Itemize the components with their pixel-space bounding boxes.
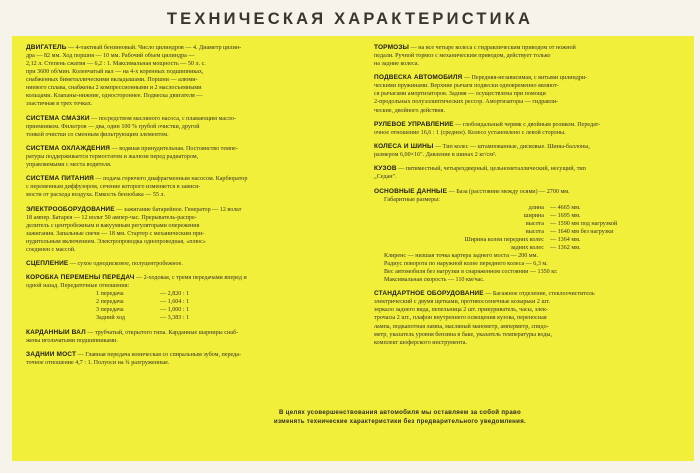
dimension-value: — 1364 мм. xyxy=(550,236,581,243)
dimension-label: Ширина колеи передних колес xyxy=(464,236,544,243)
section-rear-axle xyxy=(26,351,352,367)
section-text: — трубчатый, открытого типа. Карданные шарниры снаб- xyxy=(85,329,239,336)
dimension-label: высота xyxy=(525,220,544,227)
section-text: — 4-тактный бензиновый. Число цилиндров — 4. Диаметр цилин- xyxy=(66,45,242,51)
section-text: на задние колеса. xyxy=(374,61,419,68)
dimension-row xyxy=(374,228,690,236)
dimension-label: длина xyxy=(528,204,544,211)
dimension-value: — 1695 мм. xyxy=(550,212,581,219)
section-text: — подача горючего диафрагменным насосом. Карбюратор xyxy=(94,176,248,183)
gear-label: Задний ход xyxy=(96,315,125,322)
section-text: комплект шоферского инструмента. xyxy=(374,339,467,346)
section-clutch xyxy=(26,260,352,268)
section-text: ратуры поддерживается термостатом и жалюзи перед радиатором, xyxy=(26,153,199,160)
section-text: ниевого сплава, снабжены 2 компрессионными и 2 маслосъемными xyxy=(26,85,202,92)
section-text: — посредством масляного насоса, с плавающим масло- xyxy=(89,115,236,122)
gear-value: — 2,820 : 1 xyxy=(160,291,190,298)
dimension-row xyxy=(374,212,690,220)
section-text: ческие, двойного действия. xyxy=(374,107,445,114)
dimension-label: ширина xyxy=(523,212,544,219)
section-text: с переменным диффузором, сечение которого изменяется в зависи- xyxy=(26,184,201,191)
section-cooling xyxy=(26,145,352,169)
section-text: — Багажное отделение, стеклоочиститель xyxy=(483,291,595,298)
right-column xyxy=(374,44,690,353)
dimension-value: — 1640 мм без нагрузки xyxy=(550,228,614,235)
section-heading: КУЗОВ xyxy=(374,165,397,173)
section-text: — зажигание батарейное. Генератор — 12 вольт xyxy=(114,206,242,213)
dimension-value: — 1362 мм. xyxy=(550,244,581,251)
section-text: одной назад. Передаточные отношения: xyxy=(26,283,130,290)
section-text: метр, указатель уровня бензина в баке, указатель температуры воды, xyxy=(374,331,552,338)
section-text: — сухое однодисковое, полуцентробежное. xyxy=(68,261,183,268)
gear-ratio-row xyxy=(26,298,352,306)
section-text: снабженных биметаллическими вкладышами. Поршни — алюми- xyxy=(26,77,198,84)
section-heading: ЗАДНИЙ МОСТ xyxy=(26,351,77,358)
section-text: „Седан". xyxy=(374,174,397,181)
dimension-value: — 4665 мм. xyxy=(550,204,581,211)
section-text: зажигания. Запальные свечи — 18 мм. Стартер с механическим при- xyxy=(26,230,205,237)
section-text: делитель с центробежным и вакуумным регуляторами опережения xyxy=(26,222,200,229)
dimension-value: — 1590 мм под нагрузкой xyxy=(550,220,618,227)
section-heading: ТОРМОЗЫ xyxy=(374,44,410,51)
gear-label: 3 передача xyxy=(96,307,124,314)
section-heading: ПОДВЕСКА АВТОМОБИЛЯ xyxy=(374,74,463,82)
section-text: Вес автомобиля без нагрузки в снаряженном состоянии — 1350 кг. xyxy=(384,269,558,276)
section-text: Радиус поворота по наружной колее переднего колеса — 6,3 м. xyxy=(384,261,548,268)
section-text: — 2-ходовая, с тремя передачами вперед и xyxy=(134,275,247,282)
dimension-row xyxy=(374,204,690,212)
section-heading: СИСТЕМА ОХЛАЖДЕНИЯ xyxy=(26,144,111,152)
section-heading: КАРДАННЫЙ ВАЛ xyxy=(26,328,86,336)
footer-line: В целях усовершенствования автомобиля мы оставляем за собой право xyxy=(278,409,522,416)
dimension-label: высота xyxy=(525,228,544,235)
section-heading: ЭЛЕКТРООБОРУДОВАНИЕ xyxy=(26,205,115,213)
section-heading: СИСТЕМА ПИТАНИЯ xyxy=(26,175,95,183)
section-text: тонкой очистки со сменным фильтрующим элементом. xyxy=(26,131,169,138)
section-driveshaft xyxy=(26,329,352,345)
section-text: 18 ампер. Батарея — 12 вольт 50 ампер-час. Прерыватель-распре- xyxy=(26,214,197,221)
section-text: 2-продольных полуэллиптических рессор. Амортизаторы — гидравли- xyxy=(374,99,559,106)
section-text: — Передняя-независимая, с витыми цилиндри- xyxy=(462,75,588,82)
section-brakes xyxy=(374,44,690,68)
section-text: Клиренс — низшая точка картера заднего моста — 200 мм. xyxy=(384,252,539,259)
section-text: — База (расстояние между осями) — 2700 мм. xyxy=(447,188,570,195)
section-text: управляемыми с места водителя. xyxy=(26,161,112,168)
section-text: дра — 82 мм. Ход поршня — 10 мм. Рабочий объем цилиндра — xyxy=(26,53,195,60)
section-gearbox xyxy=(26,274,352,322)
section-text: — Главная передача коническая со спиральным зубом, переда- xyxy=(76,352,241,358)
section-heading: СИСТЕМА СМАЗКИ xyxy=(26,114,90,122)
section-text: 2,12 л. Степень сжатия — 6,2 : 1. Максимальная мощность — 50 л. с. xyxy=(26,61,206,68)
section-text: — на все четыре колеса с гидравлическим приводом от ножной xyxy=(409,45,576,51)
gear-label: 2 передача xyxy=(96,299,124,306)
section-text: Максимальная скорость — 110 км/час. xyxy=(384,277,485,284)
section-main-data xyxy=(374,188,690,285)
section-heading: КОЛЕСА И ШИНЫ xyxy=(374,143,434,151)
section-body xyxy=(374,165,690,181)
section-heading: СЦЕПЛЕНИЕ xyxy=(26,260,69,268)
section-electrical xyxy=(26,206,352,254)
section-text: эластичная в трех точках. xyxy=(26,101,93,108)
section-suspension xyxy=(374,74,690,114)
section-text: — глобоидальный червяк с двойным роликом. Передат- xyxy=(453,121,601,128)
section-text: ческими пружинами. Верхние рычаги подвески одновременно являют- xyxy=(374,83,559,90)
section-text: педали. Ручной тормоз с механическим приводом, действует только xyxy=(374,53,551,60)
section-text: — водяная принудительная. Постоянство темпе- xyxy=(110,145,238,152)
section-text: нудительным включением. Электропроводка однопроводная, «плюс» xyxy=(26,238,206,245)
section-text: трочасы 2 шт., плафон внутреннего освещения кузова, переносная xyxy=(374,315,547,322)
section-text: ся рычагами амортизаторов. Задняя — осуществлена при помощи xyxy=(374,91,546,98)
section-text: приемником. Фильтров — два, один 100 % грубой очистки, другой xyxy=(26,123,200,130)
gear-value: — 1,000 : 1 xyxy=(160,307,190,314)
section-fuel xyxy=(26,175,352,199)
section-text: лампа, подкапотная лампа, масляный манометр, амперметр, спидо- xyxy=(374,323,549,330)
section-text: — пятиместный, четырехдверный, цельнометаллический, несущий, тип xyxy=(396,166,586,173)
dimension-label: задних колес xyxy=(510,244,544,251)
dimension-row xyxy=(374,220,690,228)
dims-title: Габаритные размеры: xyxy=(384,196,440,203)
page-title: ТЕХНИЧЕСКАЯ ХАРАКТЕРИСТИКА xyxy=(166,10,534,28)
section-text: электрический с двумя щетками, противосолнечные козырьки 2 шт. xyxy=(374,299,550,306)
section-heading: ДВИГАТЕЛЬ xyxy=(26,44,67,51)
section-heading: РУЛЕВОЕ УПРАВЛЕНИЕ xyxy=(374,120,454,128)
section-text: жены игольчатыми подшипниками. xyxy=(26,337,118,344)
section-text: соединен с массой. xyxy=(26,246,76,253)
left-column xyxy=(26,44,352,373)
section-wheels xyxy=(374,143,690,159)
gear-ratio-row xyxy=(26,290,352,298)
gear-value: — 1,604 : 1 xyxy=(160,299,190,306)
gear-ratio-row xyxy=(26,306,352,314)
section-equipment xyxy=(374,290,690,346)
section-lubrication xyxy=(26,115,352,139)
gear-ratio-row xyxy=(26,314,352,322)
section-heading: КОРОБКА ПЕРЕМЕНЫ ПЕРЕДАЧ xyxy=(26,274,135,282)
section-text: очное отношение 16,6 : 1 (среднее). Колесо установлено с левой стороны. xyxy=(374,129,566,136)
section-text: зеркало заднего вида, пепельница 2 шт. прикуриватель, часы, элек- xyxy=(374,307,548,314)
dimension-row xyxy=(374,236,690,244)
section-heading: СТАНДАРТНОЕ ОБОРУДОВАНИЕ xyxy=(374,290,484,298)
gear-label: 1 передача xyxy=(96,291,124,298)
footer-note xyxy=(120,408,680,426)
section-text: при 3600 об/мин. Коленчатый вал — на 4-х коренных подшипниках, xyxy=(26,69,204,76)
gear-value: — 3,383 : 1 xyxy=(160,315,190,322)
section-engine xyxy=(26,44,352,108)
section-text: мости от расхода воздуха. Емкость бензобака — 55 л. xyxy=(26,192,165,199)
footer-line: изменять технические характеристики без предварительного уведомления. xyxy=(273,418,527,425)
section-steering xyxy=(374,121,690,137)
dimension-row xyxy=(374,244,690,252)
section-text: размером 6,00×16". Давление в шинах 2 кг/см². xyxy=(374,152,497,159)
section-text: — Тип колес — штампованные, дисковые. Шины-баллоны, xyxy=(433,144,590,151)
section-text: точное отношение 4,7 : 1. Полуоси на ¾ разгруженные. xyxy=(26,360,170,367)
section-heading: ОСНОВНЫЕ ДАННЫЕ xyxy=(374,187,448,195)
section-text: кольцами. Клапаны-нижние, одностороннее. Подвеска двигателя — xyxy=(26,93,203,100)
